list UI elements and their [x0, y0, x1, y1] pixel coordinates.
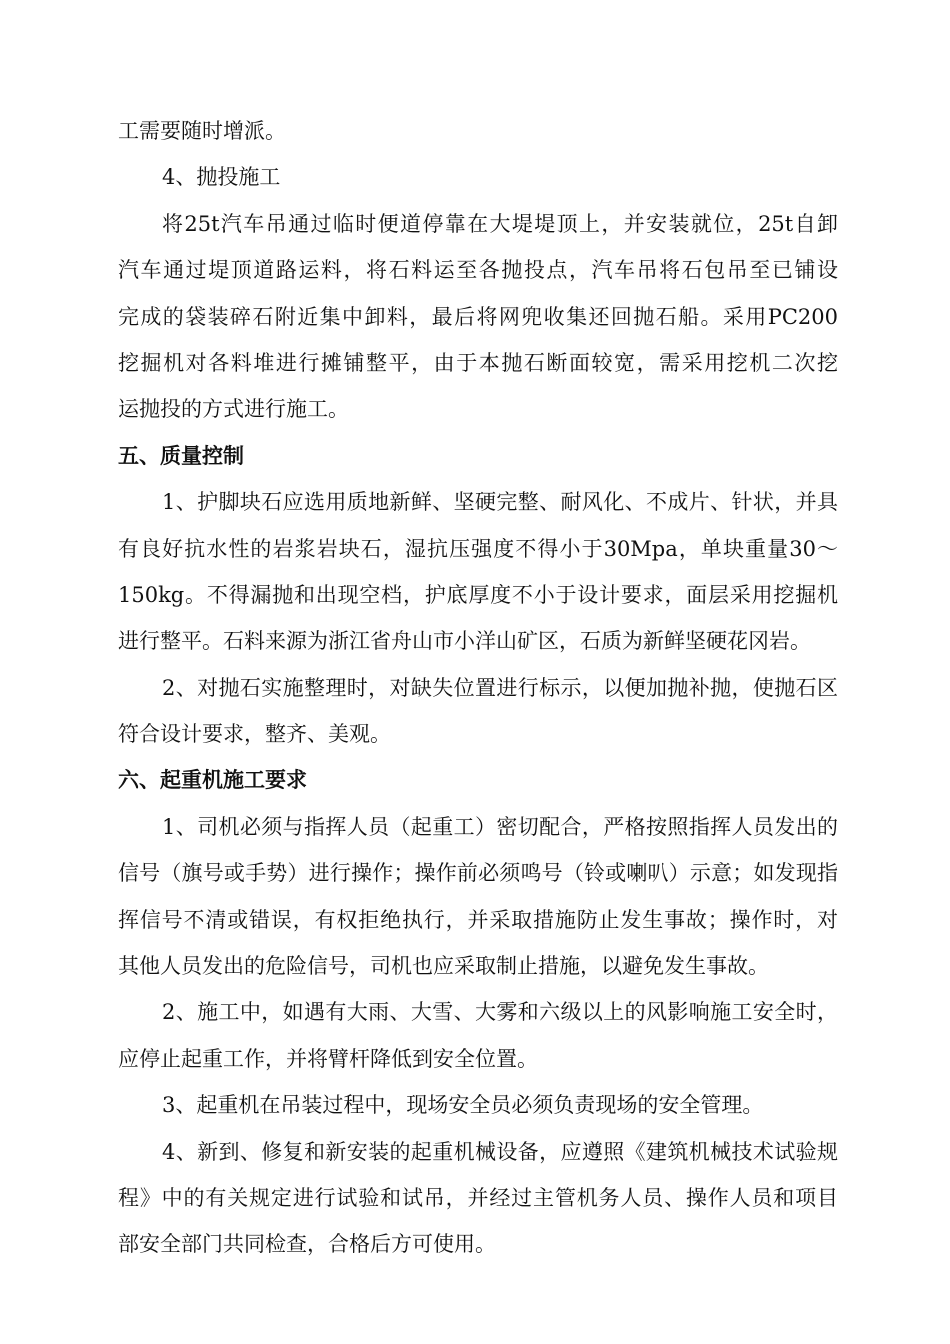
paragraph-line: 完成的袋装碎石附近集中卸料，最后将网兜收集还回抛石船。采用PC200 — [118, 304, 838, 329]
paragraph-line: 程》中的有关规定进行试验和试吊，并经过主管机务人员、操作人员和项目 — [118, 1185, 838, 1210]
paragraph-line: 汽车通过堤顶道路运料，将石料运至各抛投点，汽车吊将石包吊至已铺设 — [118, 258, 838, 283]
paragraph-line: 其他人员发出的危险信号，司机也应采取制止措施，以避免发生事故。 — [118, 954, 769, 979]
paragraph-line: 2、对抛石实施整理时，对缺失位置进行标示，以便加抛补抛，使抛石区 — [162, 675, 838, 700]
paragraph-line: 运抛投的方式进行施工。 — [118, 397, 349, 422]
paragraph-line: 符合设计要求，整齐、美观。 — [118, 722, 391, 747]
document-body — [118, 108, 838, 1268]
paragraph-line: 工需要随时增派。 — [118, 119, 286, 143]
paragraph-line: 部安全部门共同检查，合格后方可使用。 — [118, 1232, 496, 1257]
paragraph-line: 信号（旗号或手势）进行操作；操作前必须鸣号（铃或喇叭）示意；如发现指 — [118, 861, 838, 886]
paragraph-line: 应停止起重工作，并将臂杆降低到安全位置。 — [118, 1046, 538, 1071]
section-heading-crane-requirements: 六、起重机施工要求 — [118, 768, 307, 793]
paragraph-line: 将25t汽车吊通过临时便道停靠在大堤堤顶上，并安装就位，25t自卸 — [162, 211, 838, 236]
paragraph-line: 挖掘机对各料堆进行摊铺整平，由于本抛石断面较宽，需采用挖机二次挖 — [118, 350, 838, 375]
paragraph-line: 挥信号不清或错误，有权拒绝执行，并采取措施防止发生事故；操作时，对 — [118, 907, 838, 932]
paragraph-line: 2、施工中，如遇有大雨、大雪、大雾和六级以上的风影响施工安全时， — [162, 1000, 838, 1025]
subsection-title: 4、抛投施工 — [162, 165, 281, 190]
section-heading-quality-control: 五、质量控制 — [118, 443, 244, 468]
paragraph-line: 4、新到、修复和新安装的起重机械设备，应遵照《建筑机械技术试验规 — [162, 1139, 838, 1164]
paragraph-line: 3、起重机在吊装过程中，现场安全员必须负责现场的安全管理。 — [162, 1093, 764, 1118]
paragraph-line: 1、护脚块石应选用质地新鲜、坚硬完整、耐风化、不成片、针状，并具 — [162, 490, 838, 515]
paragraph-line: 有良好抗水性的岩浆岩块石，湿抗压强度不得小于30Mpa，单块重量30～ — [118, 536, 838, 561]
paragraph-line: 进行整平。石料来源为浙江省舟山市小洋山矿区，石质为新鲜坚硬花冈岩。 — [118, 629, 811, 654]
paragraph-line: 150kg。不得漏抛和出现空档，护底厚度不小于设计要求，面层采用挖掘机 — [118, 582, 838, 607]
paragraph-line: 1、司机必须与指挥人员（起重工）密切配合，严格按照指挥人员发出的 — [162, 814, 838, 839]
